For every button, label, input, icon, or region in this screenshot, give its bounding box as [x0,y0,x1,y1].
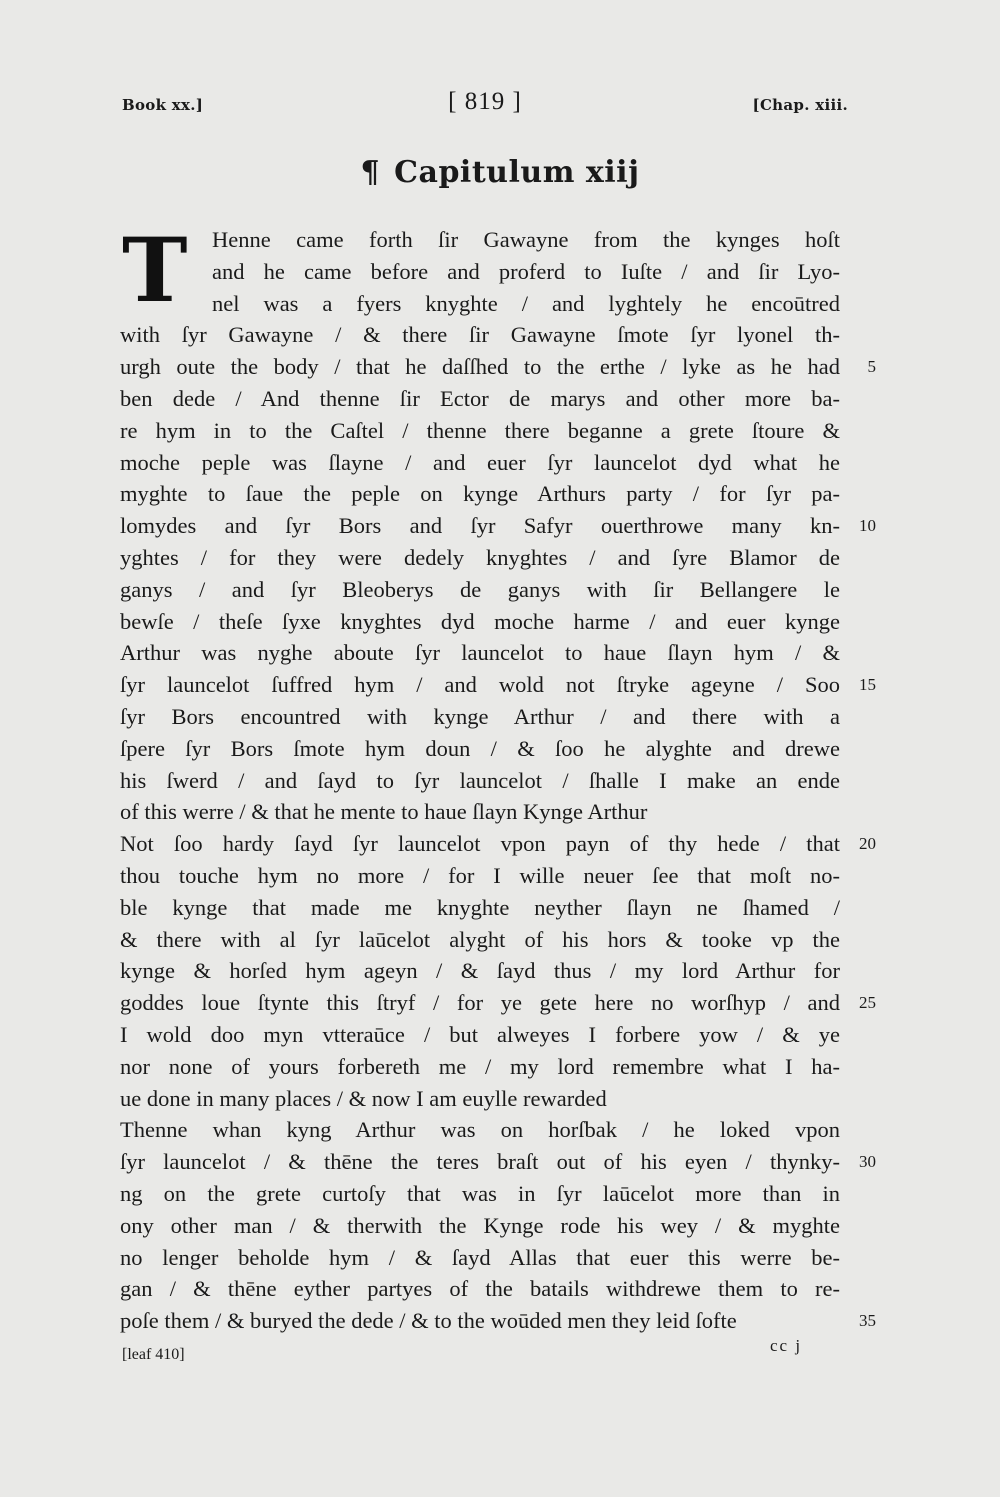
text-line-content: ony other man / & therwith the Kynge rode his wey / & myghte [120,1212,840,1238]
text-line-content: Henne came forth ſir Gawayne from the kynges hoſt [212,227,840,252]
text-line-content: ganys / and ſyr Bleoberys de ganys with ſir Bellangere le [120,576,840,602]
drop-initial: T [122,218,188,322]
text-line [120,415,840,447]
text-line [120,1305,876,1337]
chapter-heading [0,155,1000,190]
text-line-content: ſyr Bors encountred with kynge Arthur / and there with a [120,703,840,729]
line-number: 25 [859,993,876,1013]
running-head-chapter: [Chap. xiii. [752,96,848,114]
text-line-content: myghte to ſaue the peple on kynge Arthurs party / for ſyr pa- [120,481,840,507]
line-number: 15 [859,675,876,695]
text-line-content: ben dede / And thenne ſir Ector de marys and other more ba- [120,385,840,411]
text-line [120,765,840,797]
text-line [120,1178,840,1210]
text-line-content: nor none of yours forbereth me / my lord remembre what I ha- [120,1053,840,1079]
line-number: 5 [867,357,876,377]
text-line [212,224,840,256]
text-line-content: Thenne whan kyng Arthur was on horſbak / he loked vpon [120,1117,840,1143]
text-line-content: no lenger beholde hym / & ſayd Allas that euer this werre be- [120,1244,840,1270]
text-line [120,351,876,383]
text-line-content: I wold doo myn vtteraūce / but alweyes I forbere yow / & ye [120,1021,840,1047]
body-text [120,218,876,1337]
text-line [120,924,840,956]
text-line [120,478,840,510]
text-line [120,1242,840,1274]
line-number: 10 [859,516,876,536]
text-line-content: goddes loue ſtynte this ſtryf / for ye gete here no worſhyp / and [120,990,840,1016]
text-line [120,701,840,733]
running-head [122,88,848,120]
text-line-content: kynge & horſed hym ageyn / & ſayd thus / my lord Arthur for [120,958,840,984]
text-line [120,1210,840,1242]
page-number: [ 819 ] [448,88,522,115]
text-line [120,1273,840,1305]
text-line [212,288,840,320]
text-line-content: ſyr launcelot ſuffred hym / and wold not ſtryke ageyne / Soo [120,672,840,698]
text-line-content: ble kynge that made me knyghte neyther ſlayn ne ſhamed / [120,894,840,920]
leaf-reference: [leaf 410] [122,1346,185,1363]
text-line-content: and he came before and proferd to Iuſte / and ſir Lyo- [212,258,840,284]
text-line-content: poſe them / & buryed the dede / & to the woūded men they leid ſofte [120,1308,737,1334]
text-line-content: & there with al ſyr laūcelot alyght of his hors & tooke vp the [120,926,840,952]
text-line-content: ue done in many places / & now I am euylle rewarded [120,1085,607,1111]
text-line-content: with ſyr Gawayne / & there ſir Gawayne ſmote ſyr lyonel th- [120,322,840,348]
text-line [120,510,876,542]
text-line-content: yghtes / for they were dedely knyghtes / and ſyre Blamor de [120,544,840,570]
text-line-content: moche peple was ſlayne / and euer ſyr launcelot dyd what he [120,449,840,475]
line-number: 30 [859,1152,876,1172]
text-line [120,1146,876,1178]
text-line-content: urgh oute the body / that he daſſhed to the erthe / lyke as he had [120,354,840,380]
text-line [120,1114,840,1146]
text-line [120,606,840,638]
text-line [120,828,876,860]
text-line [120,987,876,1019]
text-line [120,383,840,415]
text-line [120,860,840,892]
running-head-book: Book xx.] [122,96,204,114]
text-line [120,733,840,765]
text-line-content: re hym in to the Caſtel / thenne there beganne a grete ſtoure & [120,417,840,443]
text-line-content: his ſwerd / and ſayd to ſyr launcelot / ſhalle I make an ende [120,767,840,793]
text-line [120,1051,840,1083]
text-line-content: thou touche hym no more / for I wille neuer ſee that moſt no- [120,862,840,888]
text-line [120,1019,840,1051]
text-line [120,796,840,828]
text-line-content: ſpere ſyr Bors ſmote hym doun / & ſoo he alyghte and drewe [120,735,840,761]
text-line [120,669,876,701]
text-line-content: bewſe / theſe ſyxe knyghtes dyd moche harme / and euer kynge [120,608,840,634]
text-line [120,574,840,606]
text-line [120,542,840,574]
text-line-content: Not ſoo hardy ſayd ſyr launcelot vpon payn of thy hede / that [120,831,840,857]
chapter-title: Capitulum xiij [394,155,640,190]
signature-mark: cc j [770,1336,803,1355]
text-line [120,447,840,479]
text-line-content: Arthur was nyghe aboute ſyr launcelot to haue ſlayn hym / & [120,640,840,666]
line-number: 35 [859,1311,876,1331]
text-line-content: lomydes and ſyr Bors and ſyr Safyr ouerthrowe many kn- [120,513,840,539]
text-line [120,955,840,987]
text-line [120,637,840,669]
text-line [212,256,840,288]
text-line-content: ng on the grete curtoſy that was in ſyr laūcelot more than in [120,1180,840,1206]
text-line-content: gan / & thēne eyther partyes of the batails withdrewe them to re- [120,1276,840,1302]
text-line-content: ſyr launcelot / & thēne the teres braſt out of his eyen / thynky- [120,1149,840,1175]
text-line [120,319,840,351]
text-line [120,1083,840,1115]
text-line [120,892,840,924]
text-line-content: nel was a fyers knyghte / and lyghtely he encoūtred [212,290,840,316]
line-number: 20 [859,834,876,854]
text-line-content: of this werre / & that he mente to haue ſlayn Kynge Arthur [120,799,648,825]
pilcrow-icon: ¶ [360,155,381,190]
